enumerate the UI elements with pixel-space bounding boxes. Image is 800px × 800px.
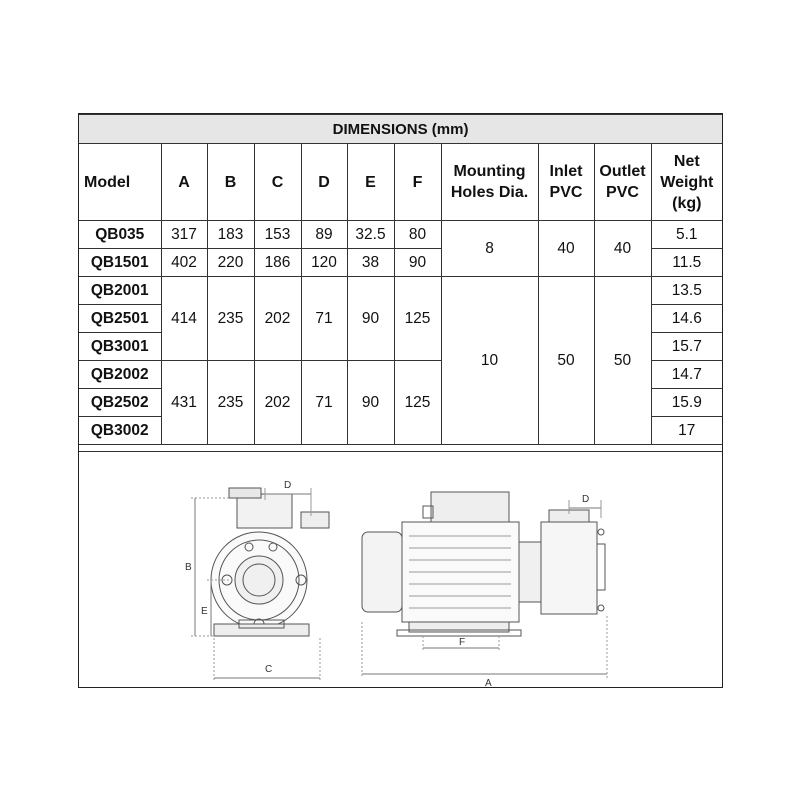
header-weight-line2: Weight	[660, 173, 714, 191]
dim-f-cell: 80	[394, 221, 441, 249]
header-b: B	[207, 144, 254, 221]
dim-a-cell: 402	[161, 249, 207, 277]
model-cell: QB3002	[79, 417, 161, 445]
outlet-cell: 50	[594, 277, 651, 445]
dim-d-cell: 71	[301, 277, 347, 361]
dim-label-f: F	[459, 637, 466, 648]
header-outlet	[594, 144, 651, 221]
header-e: E	[347, 144, 394, 221]
dim-b-cell: 183	[207, 221, 254, 249]
table-title: DIMENSIONS (mm)	[79, 115, 722, 144]
header-weight-line1: Net	[673, 152, 700, 170]
dimensions-table	[79, 114, 722, 445]
header-weight-line3: (kg)	[672, 194, 702, 212]
dim-f-cell: 90	[394, 249, 441, 277]
header-d: D	[301, 144, 347, 221]
weight-cell: 14.7	[651, 361, 722, 389]
dim-label-b: B	[185, 562, 192, 573]
model-cell: QB035	[79, 221, 161, 249]
weight-cell: 14.6	[651, 305, 722, 333]
inlet-cell: 40	[538, 221, 594, 277]
header-outlet-line1: Outlet	[599, 163, 646, 180]
header-row	[79, 144, 722, 221]
header-inlet-line1: Inlet	[549, 163, 583, 180]
dim-label-c: C	[265, 664, 273, 675]
dim-d-cell: 71	[301, 361, 347, 445]
dim-label-e: E	[201, 606, 208, 617]
dim-f-cell: 125	[394, 277, 441, 361]
dim-a-cell: 431	[161, 361, 207, 445]
dim-e-cell: 32.5	[347, 221, 394, 249]
weight-cell: 13.5	[651, 277, 722, 305]
dim-f-cell: 125	[394, 361, 441, 445]
front-view	[191, 488, 329, 682]
model-cell: QB2002	[79, 361, 161, 389]
mounting-cell: 10	[441, 277, 538, 445]
pump-drawing	[79, 452, 722, 688]
dim-label-d-front: D	[284, 480, 292, 491]
weight-cell: 5.1	[651, 221, 722, 249]
header-f: F	[394, 144, 441, 221]
table-row	[79, 277, 722, 305]
outlet-cell: 40	[594, 221, 651, 277]
dim-c-cell: 153	[254, 221, 301, 249]
pump-diagram	[79, 451, 722, 688]
weight-cell: 15.7	[651, 333, 722, 361]
model-cell: QB2501	[79, 305, 161, 333]
weight-cell: 11.5	[651, 249, 722, 277]
dim-c-cell: 202	[254, 277, 301, 361]
dim-d-cell: 120	[301, 249, 347, 277]
header-mounting	[441, 144, 538, 221]
dim-label-d-side: D	[582, 494, 590, 505]
dim-e-cell: 38	[347, 249, 394, 277]
dim-c-cell: 186	[254, 249, 301, 277]
inlet-cell: 50	[538, 277, 594, 445]
dim-a-cell: 317	[161, 221, 207, 249]
header-mounting-line1: Mounting	[453, 163, 526, 180]
dim-e-cell: 90	[347, 277, 394, 361]
dim-d-cell: 89	[301, 221, 347, 249]
header-weight	[651, 144, 722, 221]
dim-label-a: A	[485, 678, 492, 688]
header-mounting-line2: Holes Dia.	[450, 184, 529, 201]
dim-b-cell: 220	[207, 249, 254, 277]
dimensions-sheet	[78, 113, 723, 688]
dim-c-cell: 202	[254, 361, 301, 445]
model-cell: QB1501	[79, 249, 161, 277]
dim-e-cell: 90	[347, 361, 394, 445]
table-row	[79, 221, 722, 249]
header-a: A	[161, 144, 207, 221]
model-cell: QB2502	[79, 389, 161, 417]
weight-cell: 15.9	[651, 389, 722, 417]
weight-cell: 17	[651, 417, 722, 445]
header-outlet-line2: PVC	[606, 184, 639, 201]
dim-b-cell: 235	[207, 361, 254, 445]
header-inlet-line2: PVC	[549, 184, 583, 201]
header-inlet	[538, 144, 594, 221]
model-cell: QB3001	[79, 333, 161, 361]
dim-b-cell: 235	[207, 277, 254, 361]
model-cell: QB2001	[79, 277, 161, 305]
header-model: Model	[79, 144, 161, 221]
header-c: C	[254, 144, 301, 221]
dim-a-cell: 414	[161, 277, 207, 361]
mounting-cell: 8	[441, 221, 538, 277]
side-view	[362, 492, 607, 678]
